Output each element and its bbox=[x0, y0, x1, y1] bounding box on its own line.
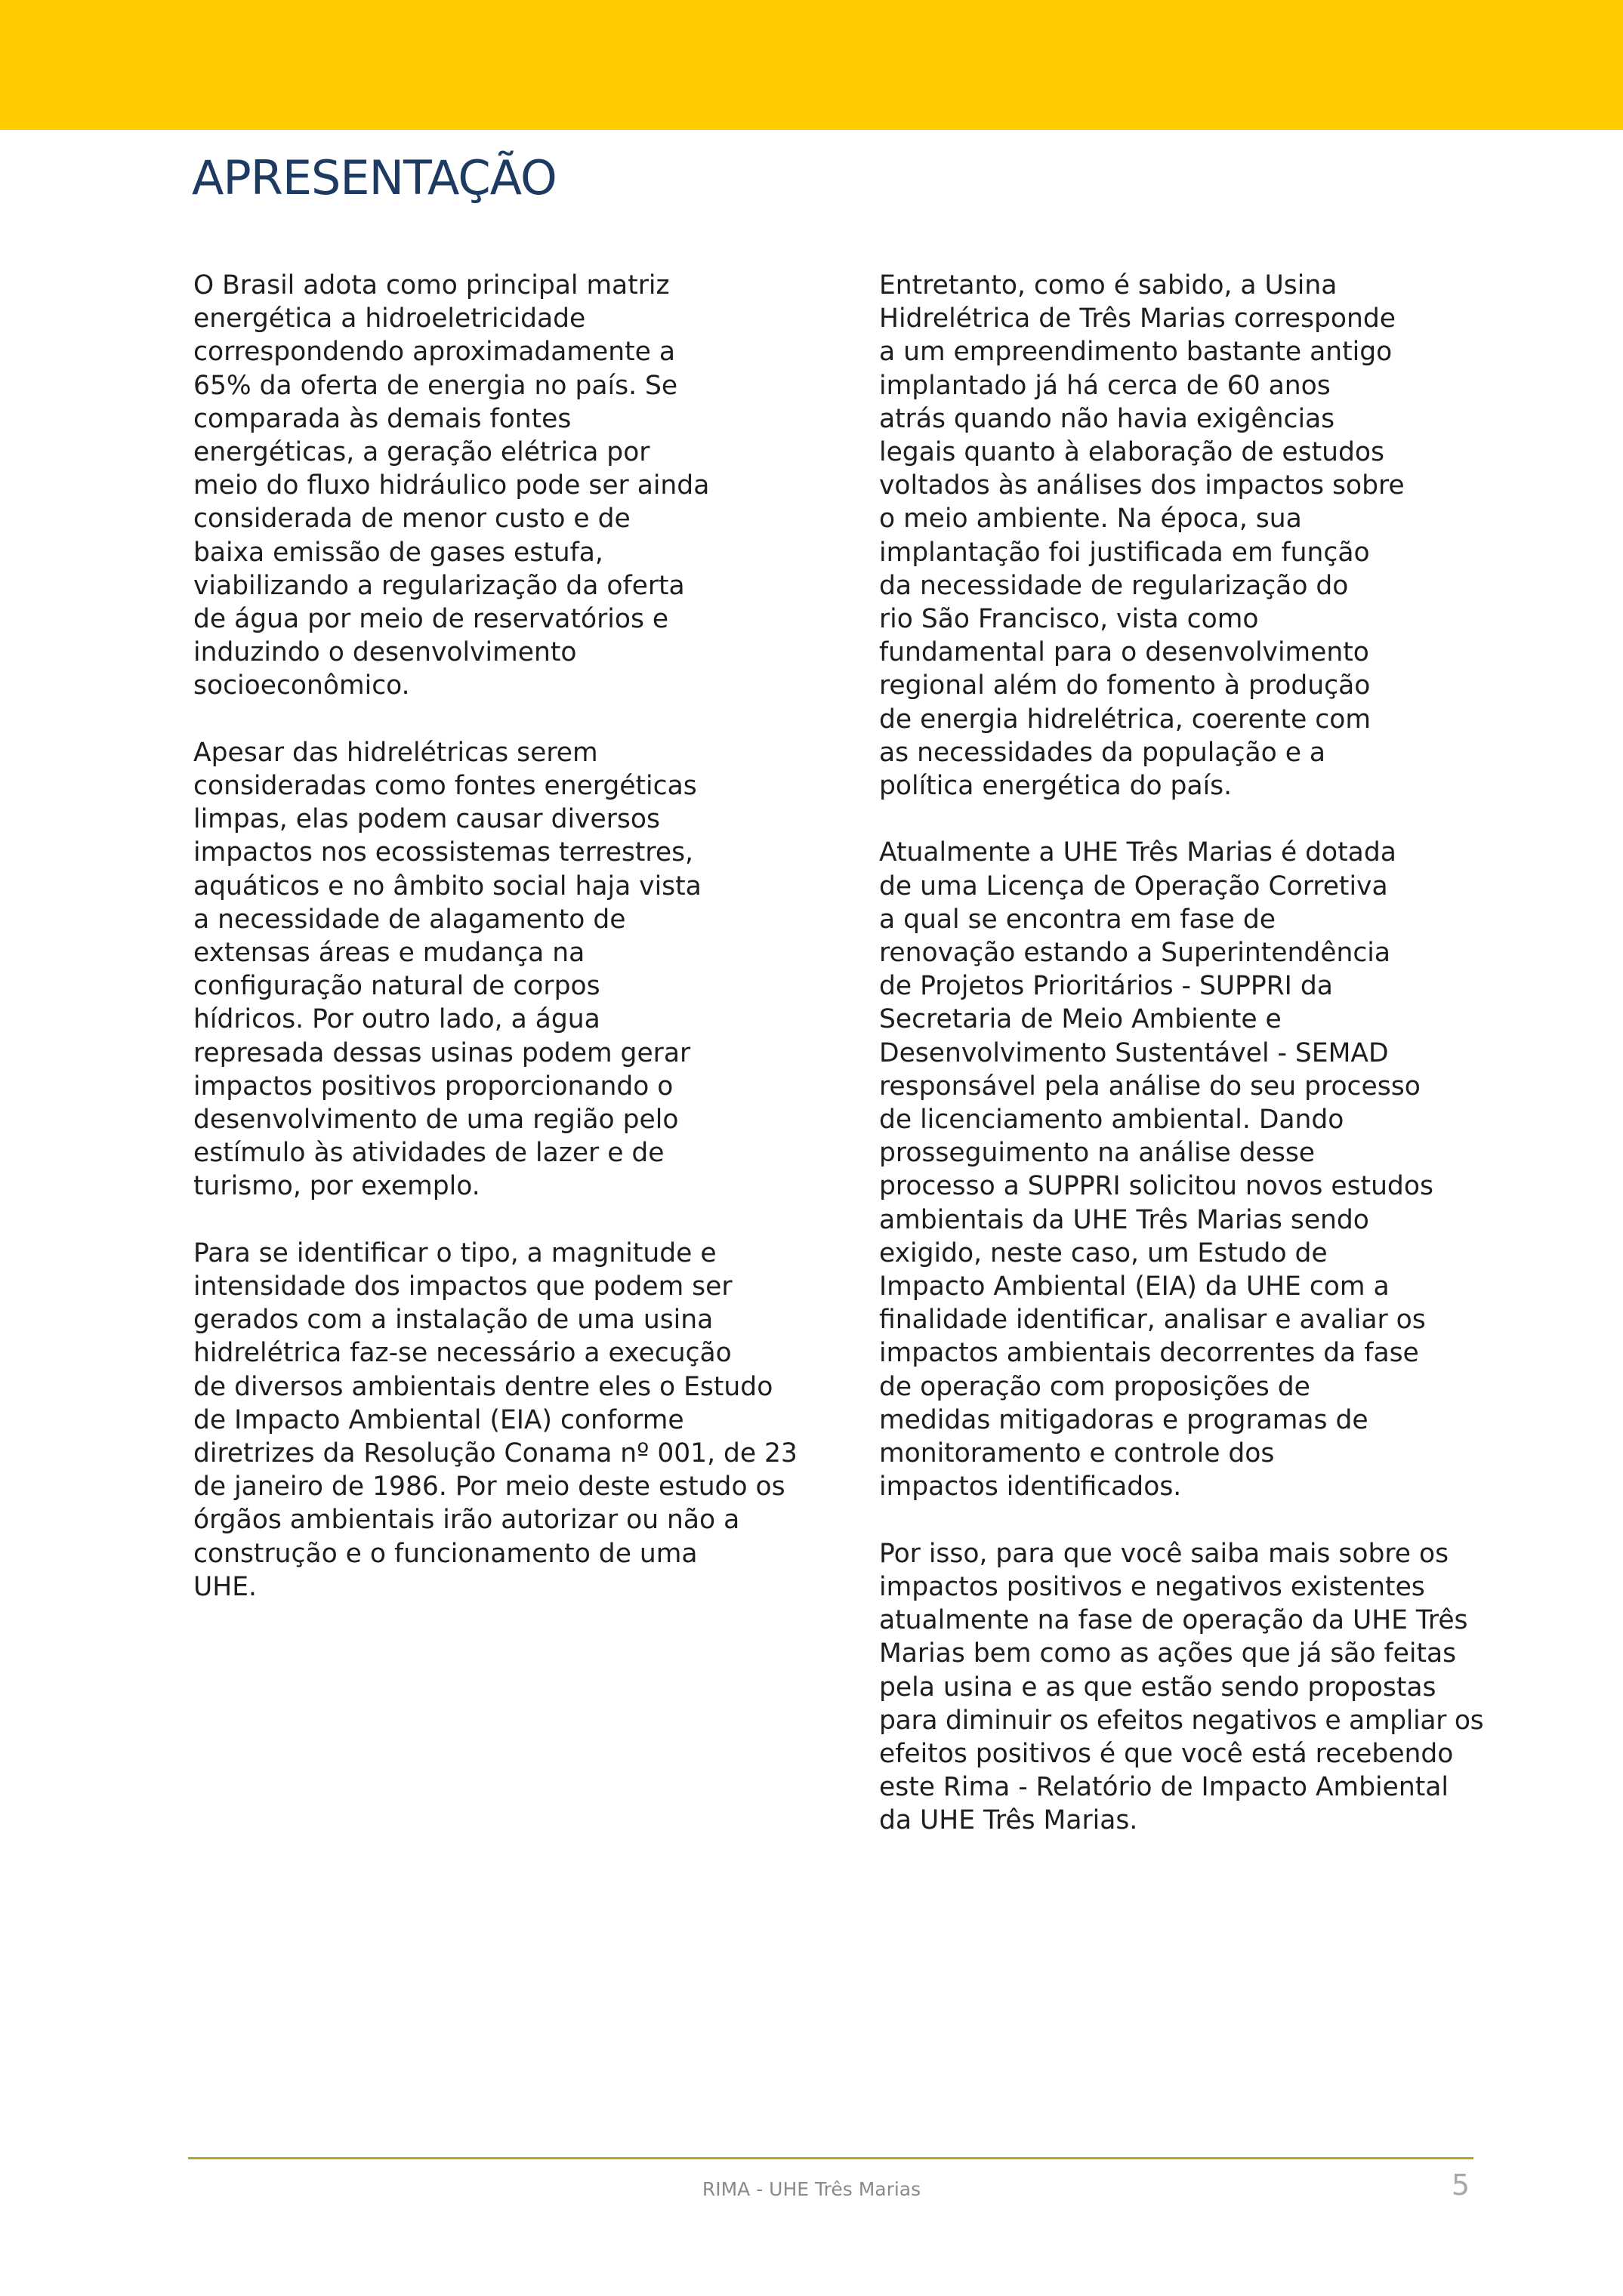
text-line: impactos nos ecossistemas terrestres, bbox=[193, 837, 694, 868]
text-line: de uma Licença de Operação Corretiva bbox=[879, 871, 1388, 901]
text-line: impactos positivos e negativos existentes bbox=[879, 1571, 1425, 1602]
left-column bbox=[193, 269, 798, 1637]
text-line: este Rima - Relatório de Impacto Ambiental bbox=[879, 1772, 1449, 1803]
text-line: rio São Francisco, vista como bbox=[879, 604, 1259, 635]
text-line: para diminuir os efeitos negativos e ampliar os bbox=[879, 1705, 1484, 1736]
text-line: a qual se encontra em fase de bbox=[879, 904, 1276, 935]
text-line: da UHE Três Marias. bbox=[879, 1805, 1138, 1836]
text-line: energéticas, a geração elétrica por bbox=[193, 437, 650, 468]
text-line: hídricos. Por outro lado, a água bbox=[193, 1004, 600, 1035]
text-line: o meio ambiente. Na época, sua bbox=[879, 504, 1302, 535]
text-line: consideradas como fontes energéticas bbox=[193, 771, 697, 802]
text-line: medidas mitigadoras e programas de bbox=[879, 1404, 1368, 1435]
text-line: considerada de menor custo e de bbox=[193, 504, 631, 535]
text-line: aquáticos e no âmbito social haja vista bbox=[193, 871, 702, 901]
text-line: renovação estando a Superintendência bbox=[879, 938, 1391, 969]
text-line: Apesar das hidrelétricas serem bbox=[193, 737, 598, 768]
text-line: turismo, por exemplo. bbox=[193, 1171, 480, 1202]
footer-divider bbox=[188, 2157, 1473, 2159]
text-line: diretrizes da Resolução Conama nº 001, de 23 bbox=[193, 1438, 798, 1469]
text-line: O Brasil adota como principal matriz bbox=[193, 270, 670, 300]
text-line: UHE. bbox=[193, 1571, 257, 1602]
text-line: voltados às análises dos impactos sobre bbox=[879, 470, 1405, 501]
text-line: a necessidade de alagamento de bbox=[193, 904, 626, 935]
text-line: da necessidade de regularização do bbox=[879, 570, 1349, 601]
text-line: as necessidades da população e a bbox=[879, 737, 1326, 768]
text-line: configuração natural de corpos bbox=[193, 971, 600, 1002]
paragraph bbox=[193, 269, 798, 703]
text-line: Hidrelétrica de Três Marias corresponde bbox=[879, 304, 1396, 334]
text-line: Secretaria de Meio Ambiente e bbox=[879, 1004, 1282, 1035]
text-line: de operação com proposições de bbox=[879, 1371, 1310, 1402]
text-line: prosseguimento na análise desse bbox=[879, 1138, 1316, 1169]
text-line: fundamental para o desenvolvimento bbox=[879, 637, 1369, 668]
text-line: hidrelétrica faz-se necessário a execução bbox=[193, 1338, 732, 1369]
text-line: energética a hidroeletricidade bbox=[193, 304, 586, 334]
text-line: represada dessas usinas podem gerar bbox=[193, 1037, 691, 1068]
text-line: órgãos ambientais irão autorizar ou não a bbox=[193, 1505, 740, 1536]
text-line: regional além do fomento à produção bbox=[879, 670, 1371, 701]
text-line: política energética do país. bbox=[879, 771, 1233, 802]
text-line: Por isso, para que você saiba mais sobre os bbox=[879, 1538, 1449, 1569]
text-line: viabilizando a regularização da oferta bbox=[193, 570, 685, 601]
text-line: de Projetos Prioritários - SUPPRI da bbox=[879, 971, 1333, 1002]
text-line: Marias bem como as ações que já são feitas bbox=[879, 1638, 1457, 1669]
text-line: monitoramento e controle dos bbox=[879, 1438, 1275, 1469]
text-line: atrás quando não havia exigências bbox=[879, 403, 1335, 434]
text-line: correspondendo aproximadamente a bbox=[193, 337, 675, 368]
text-line: Entretanto, como é sabido, a Usina bbox=[879, 270, 1338, 300]
text-line: implantado já há cerca de 60 anos bbox=[879, 370, 1331, 401]
text-line: Para se identificar o tipo, a magnitude e bbox=[193, 1237, 717, 1268]
text-line: exigido, neste caso, um Estudo de bbox=[879, 1237, 1328, 1268]
paragraph bbox=[879, 1537, 1483, 1838]
text-line: impactos ambientais decorrentes da fase bbox=[879, 1338, 1419, 1369]
paragraph bbox=[193, 1237, 798, 1604]
text-line: finalidade identificar, analisar e avaliar os bbox=[879, 1305, 1426, 1336]
text-line: Impacto Ambiental (EIA) da UHE com a bbox=[879, 1271, 1390, 1302]
text-line: pela usina e as que estão sendo propostas bbox=[879, 1672, 1436, 1703]
footer-document-label: RIMA - UHE Três Marias bbox=[702, 2178, 921, 2200]
text-line: induzindo o desenvolvimento bbox=[193, 637, 577, 668]
text-line: impactos positivos proporcionando o bbox=[193, 1071, 674, 1102]
text-line: Atualmente a UHE Três Marias é dotada bbox=[879, 837, 1396, 868]
text-line: de energia hidrelétrica, coerente com bbox=[879, 704, 1371, 735]
text-line: ambientais da UHE Três Marias sendo bbox=[879, 1204, 1369, 1235]
text-line: processo a SUPPRI solicitou novos estudos bbox=[879, 1171, 1433, 1202]
text-line: intensidade dos impactos que podem ser bbox=[193, 1271, 733, 1302]
page-number: 5 bbox=[1451, 2168, 1470, 2202]
text-line: Desenvolvimento Sustentável - SEMAD bbox=[879, 1037, 1389, 1068]
text-line: gerados com a instalação de uma usina bbox=[193, 1305, 714, 1336]
text-line: de licenciamento ambiental. Dando bbox=[879, 1105, 1344, 1136]
text-line: desenvolvimento de uma região pelo bbox=[193, 1105, 679, 1136]
text-line: impactos identificados. bbox=[879, 1472, 1182, 1502]
text-line: a um empreendimento bastante antigo bbox=[879, 337, 1393, 368]
paragraph bbox=[193, 736, 798, 1203]
text-line: comparada às demais fontes bbox=[193, 403, 572, 434]
text-line: baixa emissão de gases estufa, bbox=[193, 537, 603, 568]
text-line: de água por meio de reservatórios e bbox=[193, 604, 669, 635]
text-line: efeitos positivos é que você está recebendo bbox=[879, 1738, 1454, 1769]
text-line: socioeconômico. bbox=[193, 670, 410, 701]
text-line: legais quanto à elaboração de estudos bbox=[879, 437, 1384, 468]
text-line: atualmente na fase de operação da UHE Três bbox=[879, 1605, 1468, 1636]
right-column bbox=[879, 269, 1483, 1871]
text-line: 65% da oferta de energia no país. Se bbox=[193, 370, 678, 401]
text-line: responsável pela análise do seu processo bbox=[879, 1071, 1421, 1102]
text-line: estímulo às atividades de lazer e de bbox=[193, 1138, 665, 1169]
text-line: limpas, elas podem causar diversos bbox=[193, 804, 660, 835]
text-line: extensas áreas e mudança na bbox=[193, 938, 585, 969]
paragraph bbox=[879, 269, 1483, 803]
paragraph bbox=[879, 836, 1483, 1503]
header-band bbox=[0, 0, 1623, 130]
text-line: meio do fluxo hidráulico pode ser ainda bbox=[193, 470, 710, 501]
text-line: implantação foi justificada em função bbox=[879, 537, 1370, 568]
text-line: de janeiro de 1986. Por meio deste estudo os bbox=[193, 1472, 785, 1502]
text-line: de diversos ambientais dentre eles o Estudo bbox=[193, 1371, 773, 1402]
text-line: construção e o funcionamento de uma bbox=[193, 1538, 698, 1569]
text-line: de Impacto Ambiental (EIA) conforme bbox=[193, 1404, 684, 1435]
page-title: APRESENTAÇÃO bbox=[192, 150, 557, 205]
